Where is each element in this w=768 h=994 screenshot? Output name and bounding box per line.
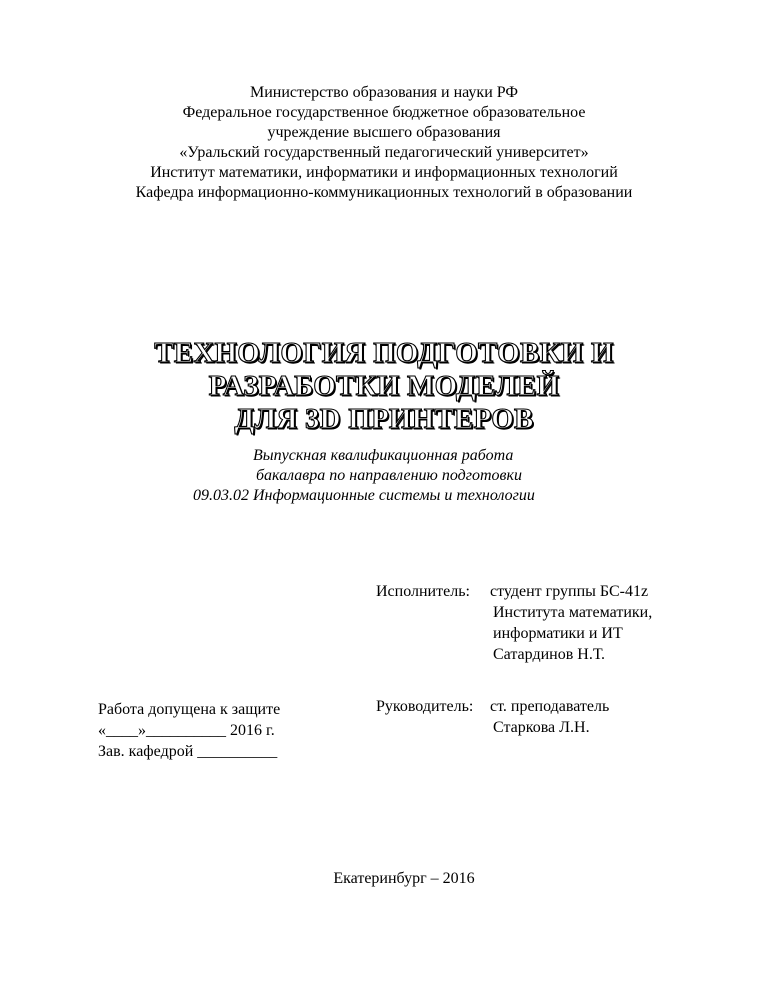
institute-line: Институт математики, информатики и информационных технологий (150, 164, 618, 181)
executor-group: студент группы БС-41z (490, 583, 649, 600)
program-line: 09.03.02 Информационные системы и технологии (193, 487, 535, 504)
supervisor-label: Руководитель: (376, 698, 474, 715)
supervisor-name: Старкова Л.Н. (493, 719, 590, 736)
executor-institute-cont: информатики и ИТ (493, 625, 623, 642)
executor-name: Сатардинов Н.Т. (493, 646, 605, 663)
institution-header (0, 83, 768, 203)
admission-date-line: «____»__________ 2016 г. (98, 722, 275, 739)
executor-institute: Института математики, (493, 604, 653, 621)
institution-level-line: учреждение высшего образования (267, 124, 501, 141)
institution-type-line: Федеральное государственное бюджетное образовательное (182, 104, 586, 121)
department-head-line: Зав. кафедрой __________ (98, 743, 278, 760)
admission-block (98, 699, 280, 762)
title-line-3: ДЛЯ 3D ПРИНТЕРОВ (234, 403, 534, 435)
title-line-1: ТЕХНОЛОГИЯ ПОДГОТОВКИ И (154, 337, 614, 369)
title-line-2: РАЗРАБОТКИ МОДЕЛЕЙ (208, 370, 560, 402)
department-line: Кафедра информационно-коммуникационных технологий в образовании (135, 184, 633, 201)
university-name-line: «Уральский государственный педагогический университет» (179, 144, 589, 161)
city-year: Екатеринбург – 2016 (333, 870, 475, 887)
work-type-line: Выпускная квалификационная работа (253, 447, 514, 464)
thesis-title (0, 337, 768, 436)
degree-line: бакалавра по направлению подготовки (256, 467, 522, 484)
admission-statement: Работа допущена к защите (98, 701, 281, 718)
supervisor-position: ст. преподаватель (490, 698, 610, 715)
ministry-line: Министерство образования и науки РФ (249, 84, 519, 101)
executor-label: Исполнитель: (376, 583, 470, 600)
